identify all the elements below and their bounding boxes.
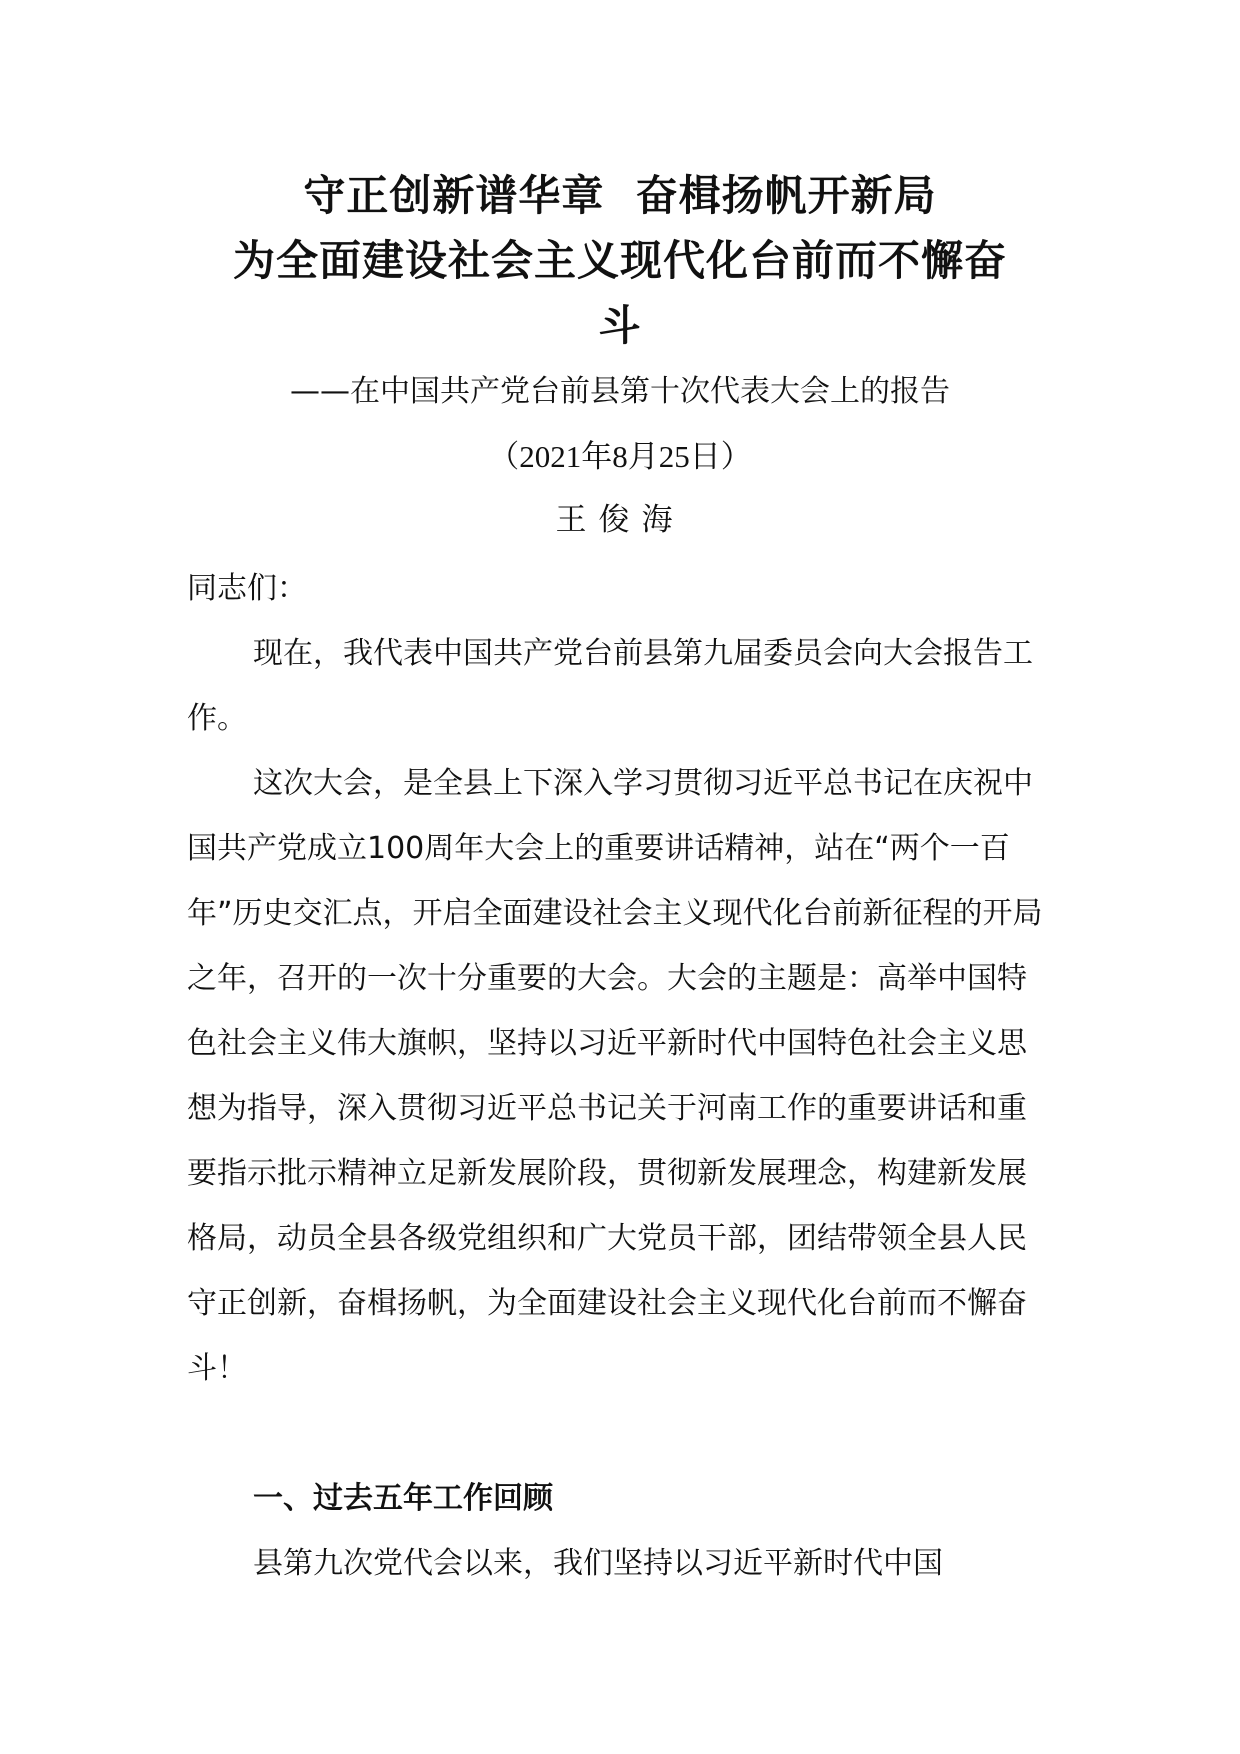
title-line-1: 守正创新谱华章 奋楫扬帆开新局 [303, 171, 937, 220]
report-date: （2021年8月25日） [488, 439, 752, 474]
title-line-3: 斗 [598, 301, 642, 350]
paragraph-2: 这次大会，是全县上下深入学习贯彻习近平总书记在庆祝中国共产党成立100周年大会上的重要讲话精神，站在“两个一百年”历史交汇点，开启全面建设社会主义现代化台前新征程的开局之年，召开的一次十分重要的大会。大会的主题是：高举中国特色社会主义伟大旗帜，坚持以习近平新时代中国特色社会主义思想为指导，深入贯彻习近平总书记关于河南工作的重要讲话和重要指示批示精神立足新发展阶段，贯彻新发展理念，构建新发展格局，动员全县各级党组织和广大党员干部，团结带领全县人民守正创新，奋楫扬帆，为全面建设社会主义现代化台前而不懈奋斗！ [187, 766, 1043, 1386]
title-line-2: 为全面建设社会主义现代化台前而不懈奋 [232, 236, 1007, 285]
paragraph-3: 县第九次党代会以来，我们坚持以习近平新时代中国 [253, 1546, 943, 1581]
paragraph-1: 现在，我代表中国共产党台前县第九届委员会向大会报告工作。 [187, 636, 1033, 736]
section-heading: 一、过去五年工作回顾 [253, 1481, 553, 1516]
report-subtitle: ——在中国共产党台前县第十次代表大会上的报告 [290, 374, 950, 409]
report-author: 王俊海 [555, 502, 685, 538]
salutation: 同志们： [187, 571, 307, 606]
